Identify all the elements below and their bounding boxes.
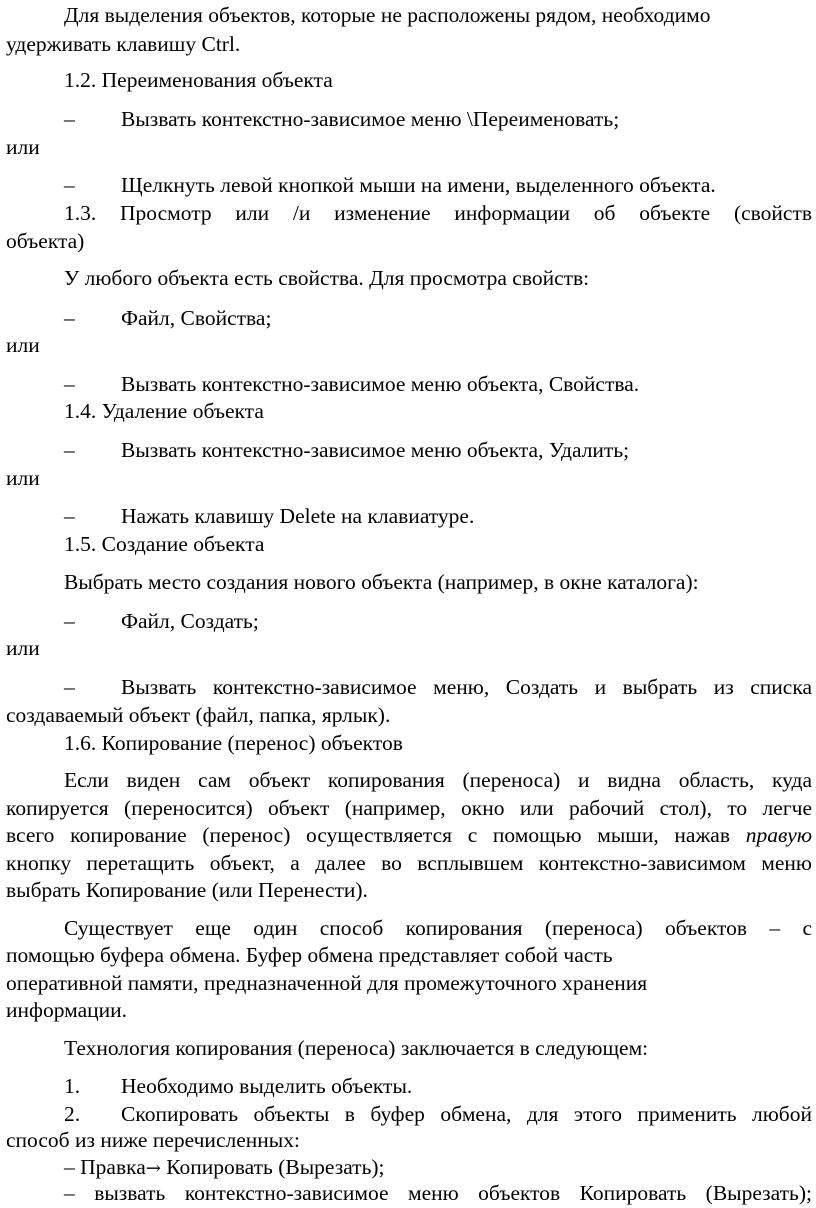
bullet-context-properties: Вызвать контекстно-зависимое меню объекта, Свойства. [121,372,640,396]
heading-1-3-line-2: объекта) [6,229,85,253]
bullet-context-create: Вызвать контекстно-зависимое меню, Создать и выбрать из списка [121,675,812,699]
para-2-line-4: информации. [6,998,128,1022]
para-1-line-3 [6,822,812,848]
bullet-dash: – [64,372,75,396]
bullet-context-create-cont: создаваемый объект (файл, папка, ярлык). [6,703,391,727]
intro-line-1: Для выделения объектов, которые не расположены рядом, необходимо [64,3,711,27]
heading-1-5: 1.5. Создание объекта [64,532,265,556]
sub-bullet-context-copy: – вызвать контекстно-зависимое меню объектов Копировать (Вырезать); [64,1181,812,1205]
bullet-dash: – [64,107,75,131]
sub-bullet-edit-copy [64,1154,385,1182]
bullet-rename-context-menu: Вызвать контекстно-зависимое меню \Переименовать; [121,107,620,131]
para-1-line-1: Если виден сам объект копирования (переноса) и видна область, куда [64,768,812,792]
numbered-item-2-line-2: способ из ниже перечисленных: [6,1128,300,1152]
bullet-dash: – [64,609,75,633]
emphasis-right: правую [745,823,812,847]
bullet-dash: – [64,306,75,330]
or-text: или [6,333,40,357]
or-text: или [6,636,40,660]
numbered-item-1-number: 1. [64,1074,81,1098]
numbered-item-2-number: 2. [64,1102,81,1126]
bullet-dash: – [64,438,75,462]
para-2-line-3: оперативной памяти, предназначенной для промежуточного хранения [6,971,648,995]
bullet-file-properties: Файл, Свойства; [121,306,272,330]
bullet-dash: – [64,504,75,528]
heading-1-4: 1.4. Удаление объекта [64,399,264,423]
bullet-rename-click: Щелкнуть левой кнопкой мыши на имени, выделенного объекта. [121,173,716,197]
para-2-line-1: Существует еще один способ копирования (переноса) объектов – с [64,916,812,940]
bullet-dash: – [64,675,75,699]
para-1-line-2: копируется (переносится) объект (например, окно или рабочий стол), то легче [6,796,812,820]
or-text: или [6,135,40,159]
para-2-line-2: помощью буфера обмена. Буфер обмена представляет собой часть [6,943,613,967]
heading-1-6: 1.6. Копирование (перенос) объектов [64,731,403,755]
para-1-line-5: выбрать Копирование (или Перенести). [6,878,368,902]
numbered-item-1: Необходимо выделить объекты. [121,1074,413,1098]
numbered-item-2-line-1: Скопировать объекты в буфер обмена, для этого применить любой [121,1102,812,1126]
right-arrow-icon: → [145,1158,161,1179]
heading-1-2: 1.2. Переименования объекта [64,68,333,92]
bullet-file-create: Файл, Создать; [121,609,259,633]
bullet-dash: – [64,173,75,197]
para-1-line-3-text: всего копирование (перенос) осуществляется с помощью мыши, нажав [6,823,731,847]
para-3: Технология копирования (переноса) заключается в следующем: [64,1036,649,1060]
para-1-line-4: кнопку перетащить объект, а далее во всплывшем контекстно-зависимом меню [6,851,812,875]
heading-1-3-line-1: 1.3. Просмотр или /и изменение информации об объекте (свойств [64,201,812,225]
sub-bullet-edit-label: – Правка [64,1155,146,1179]
intro-line-2: удерживать клавишу Ctrl. [6,32,241,56]
create-intro: Выбрать место создания нового объекта (например, в окне каталога): [64,570,699,594]
or-text: или [6,466,40,490]
bullet-press-delete: Нажать клавишу Delete на клавиатуре. [121,504,475,528]
properties-intro: У любого объекта есть свойства. Для просмотра свойств: [64,266,590,290]
bullet-context-delete: Вызвать контекстно-зависимое меню объекта, Удалить; [121,438,630,462]
sub-bullet-copy-label: Копировать (Вырезать); [160,1155,385,1179]
